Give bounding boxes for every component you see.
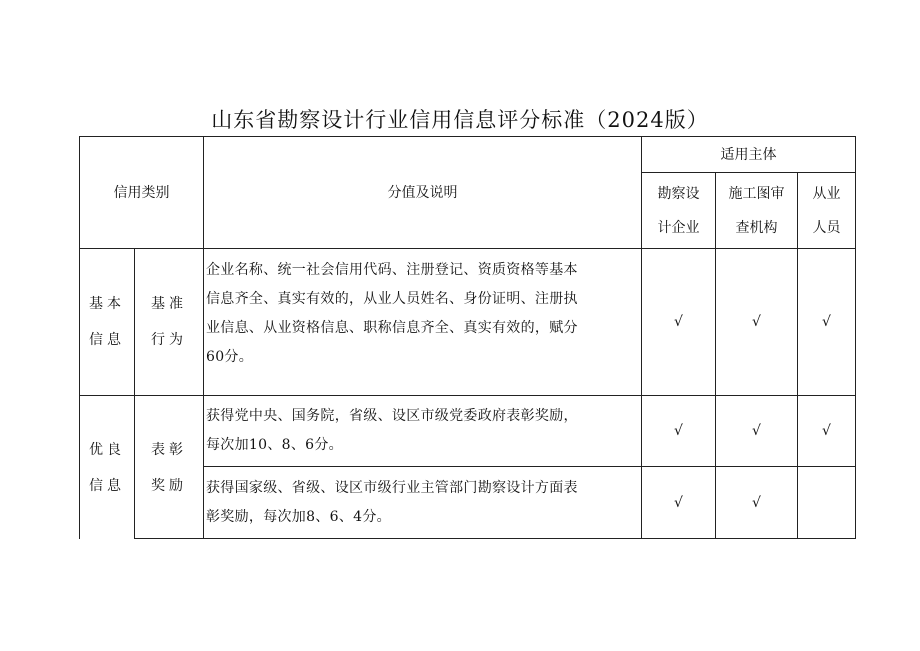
- category-line2: 信息: [89, 332, 125, 348]
- desc-line: 业信息、从业资格信息、职称信息齐全、真实有效的，赋分: [206, 320, 578, 336]
- category-line1: 优良: [89, 441, 125, 458]
- header-credit-category: 信用类别: [113, 184, 170, 201]
- row1-check-staff: √: [822, 314, 831, 330]
- row3-check-review: √: [752, 494, 761, 511]
- desc-line: 企业名称、统一社会信用代码、注册登记、资质资格等基本: [206, 262, 578, 278]
- row3-description: [206, 474, 640, 532]
- category-line1: 基本: [89, 296, 125, 312]
- subcategory-line2: 奖励: [151, 477, 187, 494]
- row1-check-survey: √: [674, 314, 683, 330]
- document-title: 山东省勘察设计行业信用信息评分标准（2024版）: [211, 108, 709, 132]
- row3-check-survey: √: [674, 494, 683, 511]
- subcategory-line1: 基准: [151, 296, 187, 312]
- desc-line: 60分。: [206, 349, 254, 365]
- row2-check-survey: √: [674, 423, 683, 439]
- desc-line: 信息齐全、真实有效的，从业人员姓名、身份证明、注册执: [206, 291, 578, 307]
- category-excellent-info: [80, 396, 134, 539]
- subcategory-commendation-awards: [135, 396, 203, 539]
- row2-check-review: √: [752, 423, 761, 439]
- row3-bottom-border: [134, 538, 856, 539]
- header-review-line1: 施工图审: [728, 185, 785, 202]
- row1-description: [206, 256, 640, 372]
- header-survey-line1: 勘察设: [657, 185, 700, 202]
- desc-line: 彰奖励，每次加8、6、4分。: [206, 509, 391, 525]
- header-staff-line2: 人员: [812, 219, 841, 236]
- subcategory-line2: 行为: [151, 332, 187, 348]
- desc-line: 获得国家级、省级、设区市级行业主管部门勘察设计方面表: [206, 480, 578, 496]
- row2-description: [206, 402, 640, 460]
- desc-line: 获得党中央、国务院，省级、设区市级党委政府表彰奖励，: [206, 408, 578, 424]
- subcategory-line1: 表彰: [151, 441, 187, 458]
- header-review-line2: 查机构: [735, 219, 778, 236]
- header-drawing-review-agency: [716, 173, 797, 248]
- header-staff-line1: 从业: [812, 185, 841, 202]
- row2-check-staff: √: [822, 423, 831, 439]
- row1-check-review: √: [752, 314, 761, 330]
- header-score-description: 分值及说明: [387, 184, 458, 201]
- header-applicable-subjects: 适用主体: [720, 146, 777, 163]
- row3-check-staff: [798, 467, 855, 538]
- category-line2: 信息: [89, 477, 125, 494]
- category-basic-info: [80, 249, 134, 395]
- table-right-border: [855, 136, 856, 539]
- header-practitioners: [798, 173, 855, 248]
- subcategory-baseline-behavior: [135, 249, 203, 395]
- desc-line: 每次加10、8、6分。: [206, 437, 343, 453]
- header-survey-line2: 计企业: [657, 219, 700, 236]
- header-survey-design-enterprise: [642, 173, 715, 248]
